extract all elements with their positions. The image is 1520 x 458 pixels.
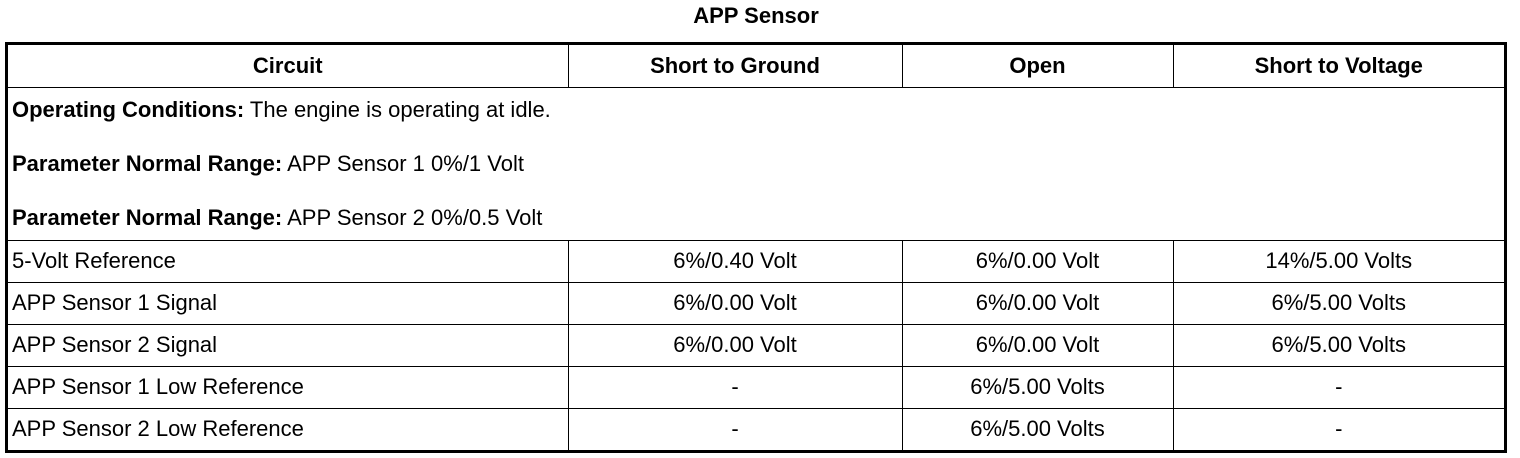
short-to-voltage-cell: 6%/5.00 Volts — [1173, 324, 1504, 366]
short-to-voltage-cell: - — [1173, 408, 1504, 450]
short-to-ground-cell: 6%/0.00 Volt — [568, 282, 902, 324]
header-row — [8, 45, 1504, 87]
condition-text: The engine is operating at idle. — [244, 96, 551, 122]
short-to-ground-cell: 6%/0.40 Volt — [568, 240, 902, 282]
header-open: Open — [902, 45, 1173, 87]
header-short-to-voltage: Short to Voltage — [1173, 45, 1504, 87]
conditions-row — [8, 87, 1504, 240]
operating-conditions — [12, 96, 1500, 123]
table-row — [8, 240, 1504, 282]
circuit-cell: APP Sensor 2 Signal — [8, 324, 568, 366]
parameter-range-2 — [12, 204, 1500, 231]
diagnostic-table — [5, 42, 1507, 453]
circuit-cell: APP Sensor 1 Low Reference — [8, 366, 568, 408]
condition-text: APP Sensor 1 0%/1 Volt — [282, 150, 524, 176]
table-title: APP Sensor — [693, 3, 819, 28]
table-row — [8, 282, 1504, 324]
circuit-cell: APP Sensor 1 Signal — [8, 282, 568, 324]
open-cell: 6%/5.00 Volts — [902, 408, 1173, 450]
open-cell: 6%/0.00 Volt — [902, 282, 1173, 324]
table-row — [8, 366, 1504, 408]
circuit-cell: APP Sensor 2 Low Reference — [8, 408, 568, 450]
short-to-voltage-cell: - — [1173, 366, 1504, 408]
table-row — [8, 324, 1504, 366]
condition-label: Parameter Normal Range: — [12, 204, 283, 230]
parameter-range-1 — [12, 150, 1500, 177]
conditions-cell — [8, 87, 1504, 240]
short-to-voltage-cell: 14%/5.00 Volts — [1173, 240, 1504, 282]
condition-label: Operating Conditions: — [12, 96, 245, 122]
open-cell: 6%/0.00 Volt — [902, 324, 1173, 366]
header-circuit: Circuit — [8, 45, 568, 87]
short-to-ground-cell: 6%/0.00 Volt — [568, 324, 902, 366]
open-cell: 6%/5.00 Volts — [902, 366, 1173, 408]
circuit-cell: 5-Volt Reference — [8, 240, 568, 282]
short-to-ground-cell: - — [568, 408, 902, 450]
header-short-to-ground: Short to Ground — [568, 45, 902, 87]
condition-label: Parameter Normal Range: — [12, 150, 283, 176]
condition-text: APP Sensor 2 0%/0.5 Volt — [282, 204, 543, 230]
open-cell: 6%/0.00 Volt — [902, 240, 1173, 282]
table-row — [8, 408, 1504, 450]
short-to-voltage-cell: 6%/5.00 Volts — [1173, 282, 1504, 324]
short-to-ground-cell: - — [568, 366, 902, 408]
